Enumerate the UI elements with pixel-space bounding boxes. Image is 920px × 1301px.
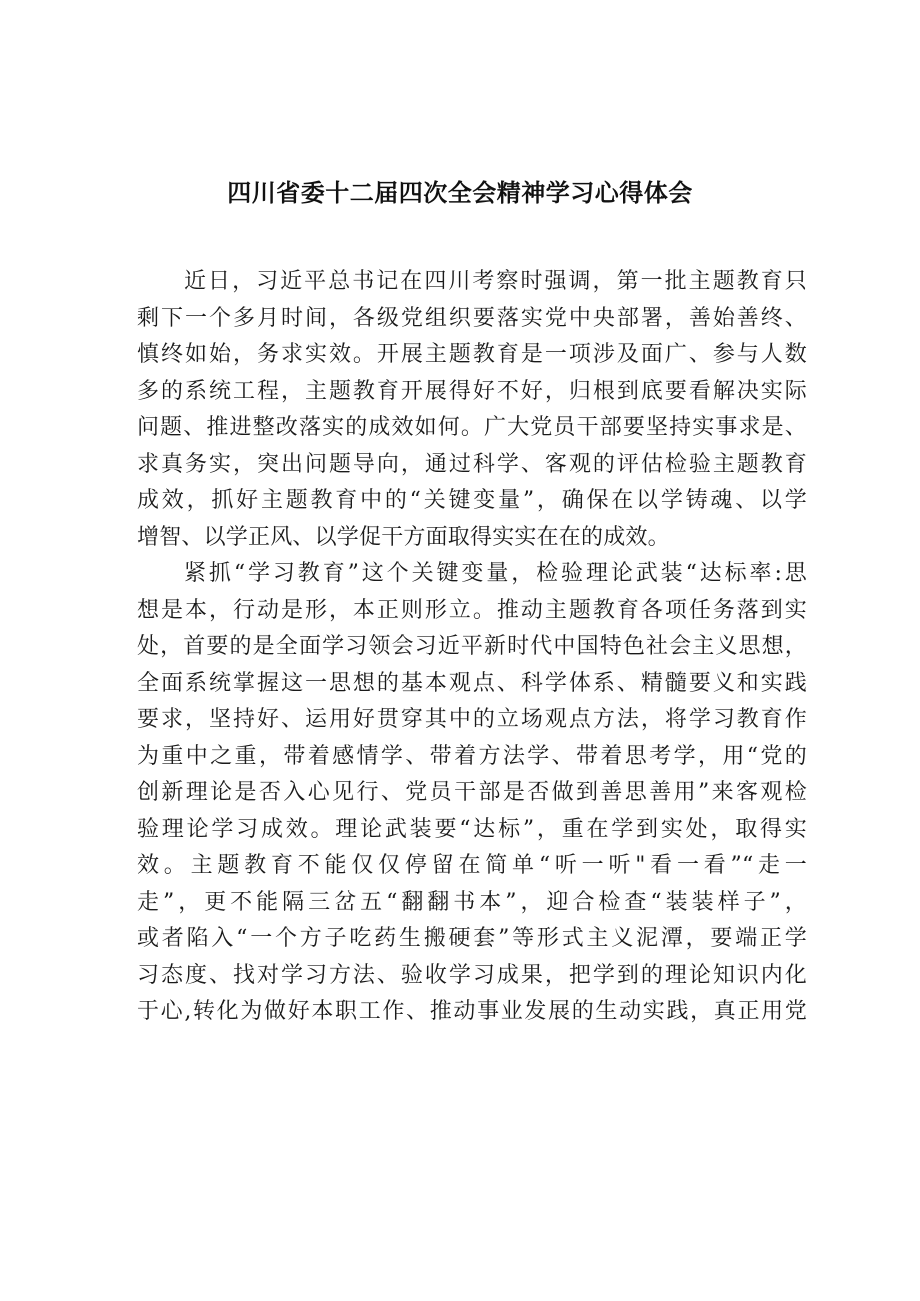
text-line: 处，首要的是全面学习领会习近平新时代中国特色社会主义思想， — [137, 634, 807, 659]
text-line: 紧抓“学习教育”这个关键变量，检验理论武装“达标率:思 — [184, 561, 807, 586]
text-line: 效。主题教育不能仅仅停留在简单“听一听"看一看”“走一 — [137, 853, 807, 878]
text-line: 为重中之重，带着感情学、带着方法学、带着思考学，用“党的 — [137, 743, 807, 769]
text-line: 求真务实，突出问题导向，通过科学、客观的评估检验主题教育 — [137, 451, 807, 477]
paragraph-2 — [137, 556, 807, 1031]
text-line: 创新理论是否入心见行、党员干部是否做到善思善用”来客观检 — [137, 780, 807, 805]
document-body — [137, 264, 807, 1031]
text-line: 多的系统工程，主题教育开展得好不好，归根到底要看解决实际 — [137, 378, 807, 404]
text-line: 剩下一个多月时间，各级党组织要落实党中央部署，善始善终、 — [137, 305, 807, 331]
text-line: 或者陷入“一个方子吃药生搬硬套”等形式主义泥潭，要端正学 — [137, 926, 807, 951]
text-line: 慎终如始，务求实效。开展主题教育是一项涉及面广、参与人数 — [137, 342, 807, 367]
text-line: 近日，习近平总书记在四川考察时强调，第一批主题教育只 — [184, 269, 807, 294]
text-line: 成效，抓好主题教育中的“关键变量”，确保在以学铸魂、以学 — [137, 488, 807, 513]
text-line: 要求，坚持好、运用好贯穿其中的立场观点方法，将学习教育作 — [137, 707, 807, 732]
text-line: 习态度、找对学习方法、验收学习成果，把学到的理论知识内化 — [137, 962, 807, 988]
paragraph-1 — [137, 264, 807, 556]
text-line: 增智、以学正风、以学促干方面取得实实在在的成效。 — [137, 524, 670, 550]
text-line: 问题、推进整改落实的成效如何。广大党员干部要坚持实事求是、 — [137, 415, 807, 440]
text-line: 想是本，行动是形，本正则形立。推动主题教育各项任务落到实 — [137, 597, 807, 623]
text-line: 全面系统掌握这一思想的基本观点、科学体系、精髓要义和实践 — [137, 670, 807, 696]
text-line: 走”，更不能隔三岔五“翻翻书本”，迎合检查“装装样子”， — [137, 889, 807, 915]
document-title: 四川省委十二届四次全会精神学习心得体会 — [227, 179, 693, 207]
text-line: 验理论学习成效。理论武装要“达标”，重在学到实处，取得实 — [137, 816, 807, 842]
text-line: 于心,转化为做好本职工作、推动事业发展的生动实践，真正用党 — [137, 999, 807, 1024]
